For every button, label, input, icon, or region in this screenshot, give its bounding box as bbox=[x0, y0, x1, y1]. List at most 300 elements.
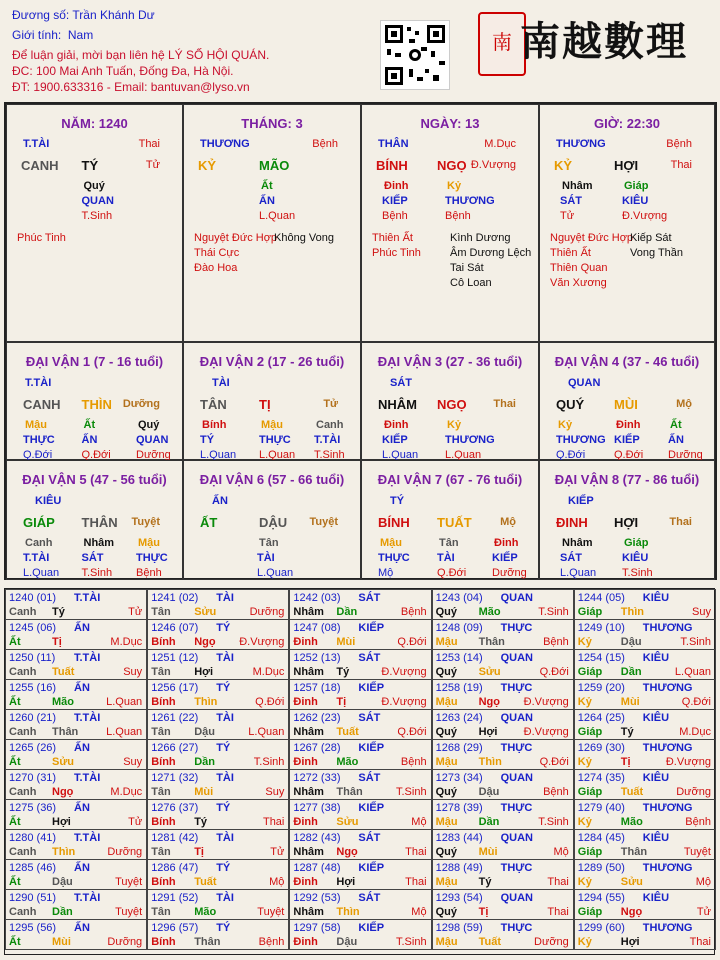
luck-hidden-god: TÀI bbox=[257, 552, 275, 564]
year-branch: Tị bbox=[194, 846, 204, 858]
year-label: 1299 (60) bbox=[577, 922, 625, 934]
year-label: 1294 (55) bbox=[577, 892, 625, 904]
year-branch: Mùi bbox=[336, 636, 356, 648]
year-stem: Nhâm bbox=[293, 846, 324, 858]
star-right: Tai Sát bbox=[450, 262, 484, 274]
luck-god: SÁT bbox=[390, 377, 412, 389]
luck-hidden-stem: Đinh bbox=[494, 537, 519, 549]
luck-phase: Mộ bbox=[500, 516, 516, 528]
year-label: 1291 (52) bbox=[151, 892, 199, 904]
year-label: 1248 (09) bbox=[435, 622, 483, 634]
year-cell bbox=[147, 919, 289, 950]
year-cell bbox=[574, 769, 716, 800]
year-label: 1254 (15) bbox=[577, 652, 625, 664]
year-cell bbox=[289, 889, 431, 920]
luck-hidden-stem: Nhâm bbox=[83, 537, 115, 549]
year-phase: Thai bbox=[405, 876, 427, 888]
luck-hidden-phase: T.Sinh bbox=[622, 567, 653, 579]
year-label: 1282 (43) bbox=[293, 832, 341, 844]
year-phase: Đ.Vượng bbox=[523, 696, 569, 708]
year-stem: Tân bbox=[151, 786, 171, 798]
year-label: 1242 (03) bbox=[293, 592, 341, 604]
luck-hidden-stem: Bính bbox=[202, 419, 227, 431]
luck-hidden-stem: Giáp bbox=[624, 537, 649, 549]
luck-hidden-god: QUAN bbox=[136, 434, 169, 446]
year-stem: Tân bbox=[151, 846, 171, 858]
luck-hidden-phase: Dưỡng bbox=[668, 449, 703, 461]
year-label: 1298 (59) bbox=[435, 922, 483, 934]
year-phase: Q.Đới bbox=[397, 726, 427, 738]
year-stem: Giáp bbox=[577, 846, 603, 858]
year-god: TÝ bbox=[216, 922, 231, 934]
logo: 南越數理 bbox=[520, 18, 688, 65]
year-god: SÁT bbox=[358, 652, 381, 664]
luck-cell bbox=[539, 460, 715, 580]
luck-cell bbox=[6, 460, 183, 580]
year-label: 1253 (14) bbox=[435, 652, 483, 664]
pillar-branch: TÝ bbox=[81, 158, 99, 173]
year-stem: Ất bbox=[9, 816, 21, 828]
year-phase: Bệnh bbox=[543, 636, 569, 648]
year-cell bbox=[574, 889, 716, 920]
year-god: SÁT bbox=[358, 712, 381, 724]
year-stem: Đinh bbox=[293, 876, 318, 888]
year-branch: Hợi bbox=[52, 816, 71, 828]
year-god: THƯƠNG bbox=[642, 622, 693, 634]
year-cell bbox=[147, 649, 289, 680]
year-stem: Bính bbox=[151, 936, 176, 948]
year-stem: Đinh bbox=[293, 696, 318, 708]
year-label: 1261 (22) bbox=[151, 712, 199, 724]
pillar-cell bbox=[183, 104, 361, 342]
year-phase: Dưỡng bbox=[107, 846, 143, 858]
year-cell bbox=[147, 679, 289, 710]
luck-stem: NHÂM bbox=[378, 397, 417, 412]
year-phase: Tuyệt bbox=[683, 846, 711, 858]
year-stem: Mậu bbox=[435, 636, 458, 648]
year-cell bbox=[432, 679, 574, 710]
luck-hidden-stem: Mậu bbox=[261, 419, 283, 431]
year-stem: Tân bbox=[151, 726, 171, 738]
year-phase: Q.Đới bbox=[681, 696, 711, 708]
year-stem: Tân bbox=[151, 606, 171, 618]
year-cell bbox=[147, 859, 289, 890]
luck-stem: CANH bbox=[23, 397, 61, 412]
hidden-god: KIÊU bbox=[622, 195, 649, 207]
year-label: 1290 (51) bbox=[9, 892, 57, 904]
year-cell bbox=[147, 619, 289, 650]
year-stem: Canh bbox=[9, 786, 37, 798]
year-phase: Tuyệt bbox=[257, 906, 285, 918]
luck-god: T.TÀI bbox=[25, 377, 52, 389]
year-branch: Thân bbox=[194, 936, 221, 948]
year-cell bbox=[574, 859, 716, 890]
year-stem: Quý bbox=[435, 786, 457, 798]
luck-branch: MÙI bbox=[614, 397, 638, 412]
year-label: 1271 (32) bbox=[151, 772, 199, 784]
year-stem: Nhâm bbox=[293, 726, 324, 738]
year-branch: Thân bbox=[478, 636, 505, 648]
year-label: 1279 (40) bbox=[577, 802, 625, 814]
year-branch: Ngọ bbox=[52, 786, 74, 798]
luck-hidden-god: ẤN bbox=[81, 434, 98, 446]
star-left: Thiên Ất bbox=[550, 247, 591, 259]
year-stem: Ất bbox=[9, 936, 21, 948]
pillar-title: GIỜ: 22:30 bbox=[593, 116, 660, 131]
star-right: Kình Dương bbox=[450, 232, 511, 244]
year-god: TÝ bbox=[216, 622, 231, 634]
luck-god: KIẾP bbox=[568, 495, 594, 507]
year-stem: Đinh bbox=[293, 756, 318, 768]
contact-line-1: Để luận giải, mời bạn liên hệ LÝ SỐ HỘI QUÁN. bbox=[12, 48, 270, 62]
year-phase: Mộ bbox=[553, 846, 569, 858]
pillar-cell bbox=[361, 104, 539, 342]
year-label: 1284 (45) bbox=[577, 832, 625, 844]
luck-title: ĐẠI VẬN 7 (67 - 76 tuổi) bbox=[377, 472, 523, 487]
year-phase: Bệnh bbox=[258, 936, 285, 948]
year-label: 1277 (38) bbox=[293, 802, 341, 814]
year-stem: Canh bbox=[9, 846, 37, 858]
year-god: THƯƠNG bbox=[642, 742, 693, 754]
contact-line-3: ĐT: 1900.633316 - Email: bantuvan@lyso.vn bbox=[12, 80, 250, 94]
year-god: THỰC bbox=[500, 742, 533, 754]
year-phase: Thai bbox=[689, 936, 711, 948]
year-cell bbox=[289, 649, 431, 680]
year-branch: Mão bbox=[194, 906, 217, 918]
year-branch: Mão bbox=[336, 756, 359, 768]
star-left: Thiên Quan bbox=[550, 262, 608, 274]
year-phase: Tử bbox=[128, 816, 143, 828]
year-stem: Kỷ bbox=[577, 876, 592, 888]
year-label: 1268 (29) bbox=[435, 742, 483, 754]
pillar-stem: BÍNH bbox=[376, 158, 408, 173]
luck-stem: ĐINH bbox=[556, 515, 588, 530]
year-phase: Bệnh bbox=[400, 756, 427, 768]
hidden-stem: Kỷ bbox=[447, 180, 462, 192]
year-cell bbox=[289, 589, 431, 620]
year-label: 1270 (31) bbox=[9, 772, 57, 784]
year-stem: Kỷ bbox=[577, 756, 592, 768]
year-god: QUAN bbox=[500, 832, 533, 844]
year-phase: Mộ bbox=[269, 876, 285, 888]
year-cell bbox=[5, 859, 147, 890]
year-god: KIÊU bbox=[642, 772, 670, 784]
year-cell bbox=[5, 649, 147, 680]
year-god: ẤN bbox=[74, 802, 90, 814]
year-stem: Giáp bbox=[577, 726, 603, 738]
luck-hidden-god: KIẾP bbox=[614, 434, 640, 446]
year-stem: Canh bbox=[9, 906, 37, 918]
year-phase: Đ.Vượng bbox=[381, 696, 427, 708]
year-god: THỰC bbox=[500, 862, 533, 874]
year-branch: Sửu bbox=[620, 876, 643, 888]
star-left: Thiên Ất bbox=[372, 232, 413, 244]
year-stem: Quý bbox=[435, 606, 457, 618]
gender-label: Giới tính: bbox=[12, 28, 62, 42]
year-cell bbox=[574, 679, 716, 710]
year-cell bbox=[147, 769, 289, 800]
pillar-stem: KỶ bbox=[554, 158, 573, 173]
year-cell bbox=[432, 799, 574, 830]
year-stem: Ất bbox=[9, 636, 21, 648]
luck-stem: GIÁP bbox=[23, 515, 55, 530]
year-god: T.TÀI bbox=[74, 592, 101, 604]
year-label: 1241 (02) bbox=[151, 592, 199, 604]
hidden-god: QUAN bbox=[81, 195, 114, 207]
year-label: 1249 (10) bbox=[577, 622, 625, 634]
year-branch: Dần bbox=[620, 666, 642, 678]
year-label: 1250 (11) bbox=[9, 652, 56, 664]
year-branch: Dậu bbox=[336, 936, 358, 948]
year-cell bbox=[5, 679, 147, 710]
year-god: TÀI bbox=[216, 652, 234, 664]
luck-hidden-stem: Kỷ bbox=[447, 419, 462, 431]
hidden-stem: Đinh bbox=[384, 180, 409, 192]
luck-god: ẤN bbox=[212, 495, 228, 507]
year-cell bbox=[289, 859, 431, 890]
year-branch: Ngọ bbox=[336, 846, 358, 858]
year-phase: Thai bbox=[547, 906, 569, 918]
year-cell bbox=[5, 739, 147, 770]
year-god: T.TÀI bbox=[74, 652, 101, 664]
hidden-god: SÁT bbox=[560, 195, 582, 207]
year-phase: L.Quan bbox=[106, 726, 143, 738]
year-label: 1275 (36) bbox=[9, 802, 57, 814]
luck-hidden-god: THỰC bbox=[259, 434, 291, 446]
year-stem: Mậu bbox=[435, 816, 458, 828]
luck-title: ĐẠI VẬN 4 (37 - 46 tuổi) bbox=[554, 354, 700, 369]
year-phase: Mộ bbox=[695, 876, 711, 888]
year-phase: Suy bbox=[265, 786, 285, 798]
year-stem: Giáp bbox=[577, 666, 603, 678]
luck-hidden-god: TÀI bbox=[437, 552, 455, 564]
year-cell bbox=[432, 709, 574, 740]
year-label: 1244 (05) bbox=[577, 592, 625, 604]
year-branch: Thìn bbox=[336, 906, 360, 918]
luck-god: TÝ bbox=[390, 495, 405, 507]
year-branch: Thân bbox=[620, 846, 648, 858]
year-stem: Quý bbox=[435, 726, 457, 738]
luck-cell bbox=[6, 342, 183, 460]
pillar-state: Bệnh bbox=[312, 138, 338, 150]
year-god: KIÊU bbox=[642, 832, 670, 844]
luck-hidden-phase: Q.Đới bbox=[437, 567, 467, 579]
year-branch: Dậu bbox=[52, 876, 73, 888]
hidden-stem: Nhâm bbox=[562, 180, 593, 192]
year-stem: Đinh bbox=[293, 636, 318, 648]
luck-title: ĐẠI VẬN 5 (47 - 56 tuổi) bbox=[22, 472, 167, 487]
year-branch: Mão bbox=[52, 696, 74, 708]
year-branch: Dậu bbox=[478, 786, 500, 798]
year-phase: Suy bbox=[123, 666, 143, 678]
year-phase: Dưỡng bbox=[534, 936, 569, 948]
year-phase: M.Dục bbox=[110, 786, 143, 798]
luck-hidden-god: T.TÀI bbox=[23, 552, 50, 564]
year-stem: Bính bbox=[151, 876, 176, 888]
year-god: KIÊU bbox=[642, 892, 670, 904]
year-phase: Dưỡng bbox=[107, 936, 143, 948]
year-god: KIẾP bbox=[358, 862, 385, 874]
year-stem: Mậu bbox=[435, 876, 458, 888]
year-god: THƯƠNG bbox=[642, 802, 693, 814]
year-stem: Nhâm bbox=[293, 606, 324, 618]
year-label: 1296 (57) bbox=[151, 922, 199, 934]
year-cell bbox=[5, 769, 147, 800]
luck-hidden-god: THƯƠNG bbox=[445, 434, 495, 446]
year-label: 1273 (34) bbox=[435, 772, 483, 784]
year-label: 1257 (18) bbox=[293, 682, 341, 694]
year-god: SÁT bbox=[358, 832, 381, 844]
hidden-stem: Ất bbox=[261, 180, 273, 192]
star-left: Thái Cực bbox=[194, 247, 240, 259]
year-cell bbox=[289, 919, 431, 950]
year-cell bbox=[289, 829, 431, 860]
year-label: 1245 (06) bbox=[9, 622, 57, 634]
hidden-god: KIẾP bbox=[382, 195, 408, 207]
luck-cell bbox=[539, 342, 715, 460]
year-god: KIẾP bbox=[358, 802, 385, 814]
year-cell bbox=[5, 589, 147, 620]
year-god: TÀI bbox=[216, 712, 234, 724]
year-god: TÀI bbox=[216, 772, 234, 784]
luck-hidden-phase: Bệnh bbox=[136, 567, 162, 579]
year-branch: Tý bbox=[336, 666, 350, 678]
pillar-phase: Đ.Vượng bbox=[470, 159, 516, 171]
pillar-stem: KỶ bbox=[198, 158, 217, 173]
year-cell bbox=[147, 799, 289, 830]
year-phase: T.Sinh bbox=[680, 636, 711, 648]
year-label: 1266 (27) bbox=[151, 742, 199, 754]
year-god: THỰC bbox=[500, 922, 533, 934]
year-cell bbox=[574, 799, 716, 830]
year-label: 1240 (01) bbox=[9, 592, 57, 604]
year-branch: Dần bbox=[194, 756, 215, 768]
year-phase: Dưỡng bbox=[676, 786, 711, 798]
year-cell bbox=[432, 769, 574, 800]
year-branch: Mão bbox=[478, 606, 501, 618]
year-label: 1283 (44) bbox=[435, 832, 483, 844]
year-god: ẤN bbox=[74, 622, 90, 634]
hidden-stem: Giáp bbox=[624, 180, 649, 192]
pillar-stem: CANH bbox=[21, 158, 59, 173]
year-god: THỰC bbox=[500, 622, 533, 634]
star-right: Không Vong bbox=[274, 232, 334, 244]
luck-hidden-stem: Kỷ bbox=[558, 419, 573, 431]
year-label: 1264 (25) bbox=[577, 712, 625, 724]
year-branch: Mùi bbox=[478, 846, 498, 858]
year-stem: Canh bbox=[9, 726, 37, 738]
year-label: 1297 (58) bbox=[293, 922, 341, 934]
hidden-phase: Bệnh bbox=[445, 210, 471, 222]
luck-phase: Dưỡng bbox=[122, 398, 160, 410]
luck-hidden-stem: Tân bbox=[259, 537, 279, 549]
luck-stem: BÍNH bbox=[378, 515, 410, 530]
year-branch: Tị bbox=[52, 636, 62, 648]
luck-hidden-phase: Dưỡng bbox=[136, 449, 171, 461]
year-stem: Tân bbox=[151, 906, 171, 918]
year-label: 1280 (41) bbox=[9, 832, 57, 844]
year-branch: Tị bbox=[620, 756, 631, 768]
year-cell bbox=[574, 589, 716, 620]
year-label: 1252 (13) bbox=[293, 652, 341, 664]
luck-branch: THÌN bbox=[81, 397, 112, 412]
star-left: Đào Hoa bbox=[194, 262, 238, 274]
year-branch: Thìn bbox=[478, 756, 502, 768]
year-branch: Tị bbox=[478, 906, 489, 918]
hidden-phase: Đ.Vượng bbox=[622, 210, 668, 222]
year-god: THỰC bbox=[500, 682, 533, 694]
luck-stem: QUÝ bbox=[556, 397, 585, 412]
luck-hidden-phase: L.Quan bbox=[257, 567, 294, 579]
year-branch: Hợi bbox=[194, 666, 214, 678]
luck-hidden-god: KIÊU bbox=[622, 552, 649, 564]
luck-hidden-phase: L.Quan bbox=[259, 449, 296, 461]
year-cell bbox=[5, 889, 147, 920]
luck-hidden-stem: Canh bbox=[316, 419, 344, 431]
year-stem: Tân bbox=[151, 666, 171, 678]
pillar-title: THÁNG: 3 bbox=[241, 116, 303, 131]
year-cell bbox=[289, 769, 431, 800]
luck-hidden-stem: Mậu bbox=[380, 537, 402, 549]
seal-stamp bbox=[478, 12, 526, 76]
pillar-phase: Tử bbox=[145, 159, 160, 171]
year-label: 1256 (17) bbox=[151, 682, 199, 694]
year-stem: Giáp bbox=[577, 906, 603, 918]
pillar-title: NĂM: 1240 bbox=[61, 116, 128, 131]
year-branch: Ngọ bbox=[620, 906, 643, 918]
year-god: QUAN bbox=[500, 772, 533, 784]
luck-branch: THÂN bbox=[81, 515, 118, 530]
luck-god: QUAN bbox=[568, 377, 601, 389]
year-label: 1289 (50) bbox=[577, 862, 625, 874]
luck-phase: Tuyệt bbox=[131, 516, 160, 528]
year-phase: L.Quan bbox=[248, 726, 285, 738]
year-branch: Thìn bbox=[52, 846, 76, 858]
year-stem: Ất bbox=[9, 756, 21, 768]
year-god: TÝ bbox=[216, 802, 231, 814]
year-stem: Canh bbox=[9, 606, 37, 618]
luck-branch: TỊ bbox=[259, 397, 271, 412]
year-phase: Đ.Vượng bbox=[239, 636, 285, 648]
luck-hidden-stem: Quý bbox=[138, 419, 160, 431]
year-god: KIẾP bbox=[358, 742, 385, 754]
year-god: THƯƠNG bbox=[642, 922, 693, 934]
year-phase: L.Quan bbox=[106, 696, 143, 708]
year-god: KIÊU bbox=[642, 592, 670, 604]
year-phase: Q.Đới bbox=[397, 636, 427, 648]
year-label: 1247 (08) bbox=[293, 622, 341, 634]
hidden-phase: Tử bbox=[560, 210, 575, 222]
year-cell bbox=[289, 739, 431, 770]
star-right: Vong Thần bbox=[630, 247, 684, 259]
year-god: TÀI bbox=[216, 832, 234, 844]
year-phase: Tử bbox=[270, 846, 285, 858]
year-label: 1246 (07) bbox=[151, 622, 199, 634]
luck-cell bbox=[361, 342, 539, 460]
year-label: 1262 (23) bbox=[293, 712, 341, 724]
year-god: ẤN bbox=[74, 922, 90, 934]
year-stem: Kỷ bbox=[577, 816, 592, 828]
year-branch: Dậu bbox=[194, 726, 215, 738]
annual-grid bbox=[4, 588, 715, 955]
year-label: 1288 (49) bbox=[435, 862, 483, 874]
year-branch: Tý bbox=[52, 606, 65, 618]
year-branch: Mão bbox=[620, 816, 643, 828]
year-phase: Bệnh bbox=[543, 786, 569, 798]
year-branch: Tuất bbox=[478, 936, 501, 948]
year-branch: Dần bbox=[478, 816, 500, 828]
year-god: TÀI bbox=[216, 592, 234, 604]
